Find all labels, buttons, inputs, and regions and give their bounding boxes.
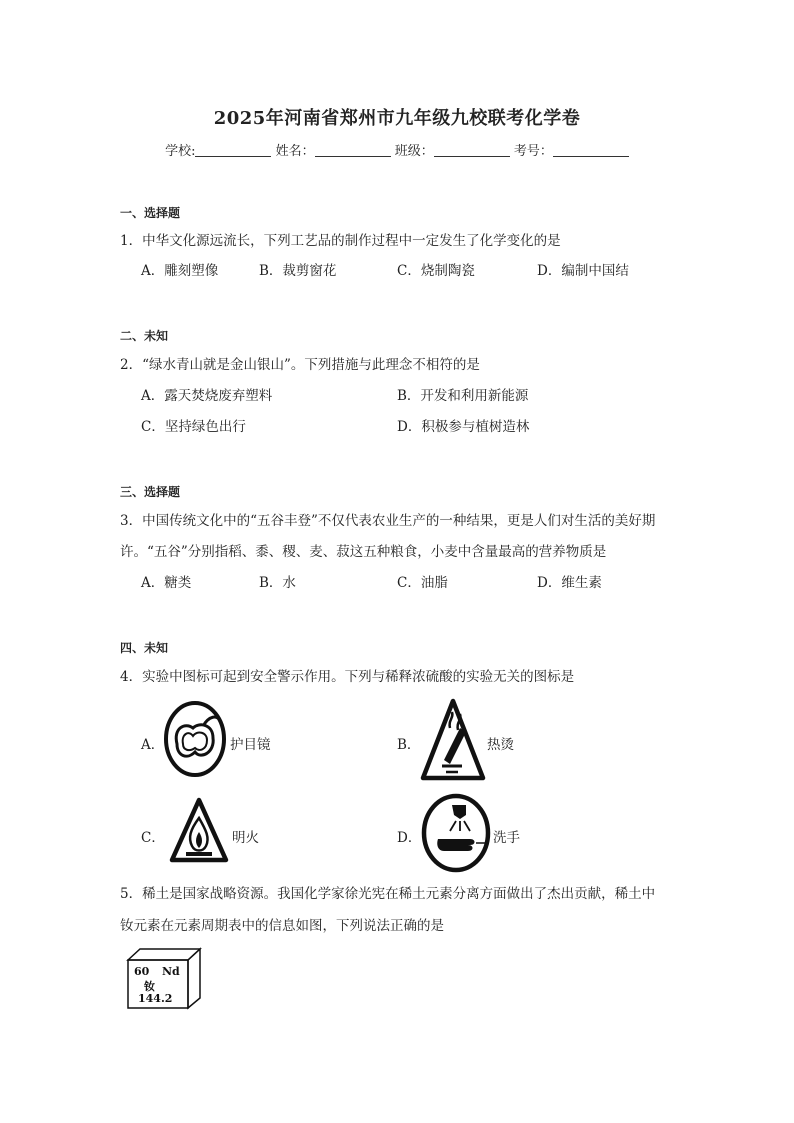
element-atomic-number: 60	[134, 965, 150, 978]
question-3-stem-line2: 许。“五谷”分别指稻、黍、稷、麦、菽这五种粮食，小麦中含量最高的营养物质是	[120, 544, 607, 560]
hand-wash-icon	[420, 793, 492, 873]
section-heading: 三、选择题	[120, 485, 181, 499]
open-flame-icon	[168, 796, 230, 864]
goggles-icon	[163, 700, 227, 778]
q4-option-c-letter: C．	[141, 830, 165, 846]
q2-option-a: A．露天焚烧废弃塑料	[141, 388, 273, 404]
class-label: 班级：	[394, 144, 434, 159]
q1-option-a: A．雕刻塑像	[141, 263, 219, 279]
q3-option-c: C．油脂	[397, 575, 448, 591]
q4-option-a-label: 护目镜	[230, 737, 271, 753]
section-heading: 一、选择题	[120, 206, 181, 220]
hot-surface-icon	[420, 698, 486, 782]
name-blank[interactable]	[315, 143, 391, 157]
class-blank[interactable]	[434, 143, 510, 157]
q3-option-d: D．维生素	[537, 575, 602, 591]
q4-option-c-label: 明火	[232, 830, 259, 846]
element-symbol: Nd	[162, 965, 180, 978]
q2-option-c: C．坚持绿色出行	[141, 419, 246, 435]
element-card-neodymium	[122, 946, 208, 1010]
q3-option-b: B．水	[259, 575, 296, 591]
q3-option-a: A．糖类	[141, 575, 192, 591]
q4-option-b-letter: B．	[397, 737, 421, 753]
question-4-stem: 4．实验中图标可起到安全警示作用。下列与稀释浓硫酸的实验无关的图标是	[120, 669, 575, 685]
exam-no-blank[interactable]	[553, 143, 629, 157]
element-name: 钕	[144, 980, 155, 993]
q4-option-d-letter: D．	[397, 830, 422, 846]
question-5-stem-line2: 钕元素在元素周期表中的信息如图，下列说法正确的是	[120, 918, 444, 934]
student-info-line	[0, 140, 794, 159]
q1-option-c: C．烧制陶瓷	[397, 263, 475, 279]
q1-option-d: D．编制中国结	[537, 263, 629, 279]
school-label: 学校:	[165, 144, 196, 159]
q4-option-b-label: 热烫	[487, 737, 514, 753]
question-5-stem-line1: 5．稀土是国家战略资源。我国化学家徐光宪在稀土元素分离方面做出了杰出贡献，稀土中	[120, 886, 656, 902]
q2-option-d: D．积极参与植树造林	[397, 419, 530, 435]
school-blank[interactable]	[195, 143, 271, 157]
section-heading: 四、未知	[120, 641, 169, 655]
name-label: 姓名：	[275, 144, 315, 159]
q2-option-b: B．开发和利用新能源	[397, 388, 529, 404]
page-title: 2025年河南省郑州市九年级九校联考化学卷	[213, 108, 581, 129]
q1-option-b: B．裁剪窗花	[259, 263, 337, 279]
q4-option-a-letter: A．	[141, 737, 165, 753]
question-1-stem: 1．中华文化源远流长，下列工艺品的制作过程中一定发生了化学变化的是	[120, 233, 561, 249]
question-2-stem: 2．“绿水青山就是金山银山”。下列措施与此理念不相符的是	[120, 357, 480, 373]
section-heading: 二、未知	[120, 329, 169, 343]
exam-no-label: 考号：	[513, 144, 553, 159]
q4-option-d-label: 洗手	[493, 830, 520, 846]
question-3-stem-line1: 3．中国传统文化中的“五谷丰登”不仅代表农业生产的一种结果，更是人们对生活的美好期	[120, 513, 656, 529]
element-atomic-mass: 144.2	[138, 992, 173, 1005]
